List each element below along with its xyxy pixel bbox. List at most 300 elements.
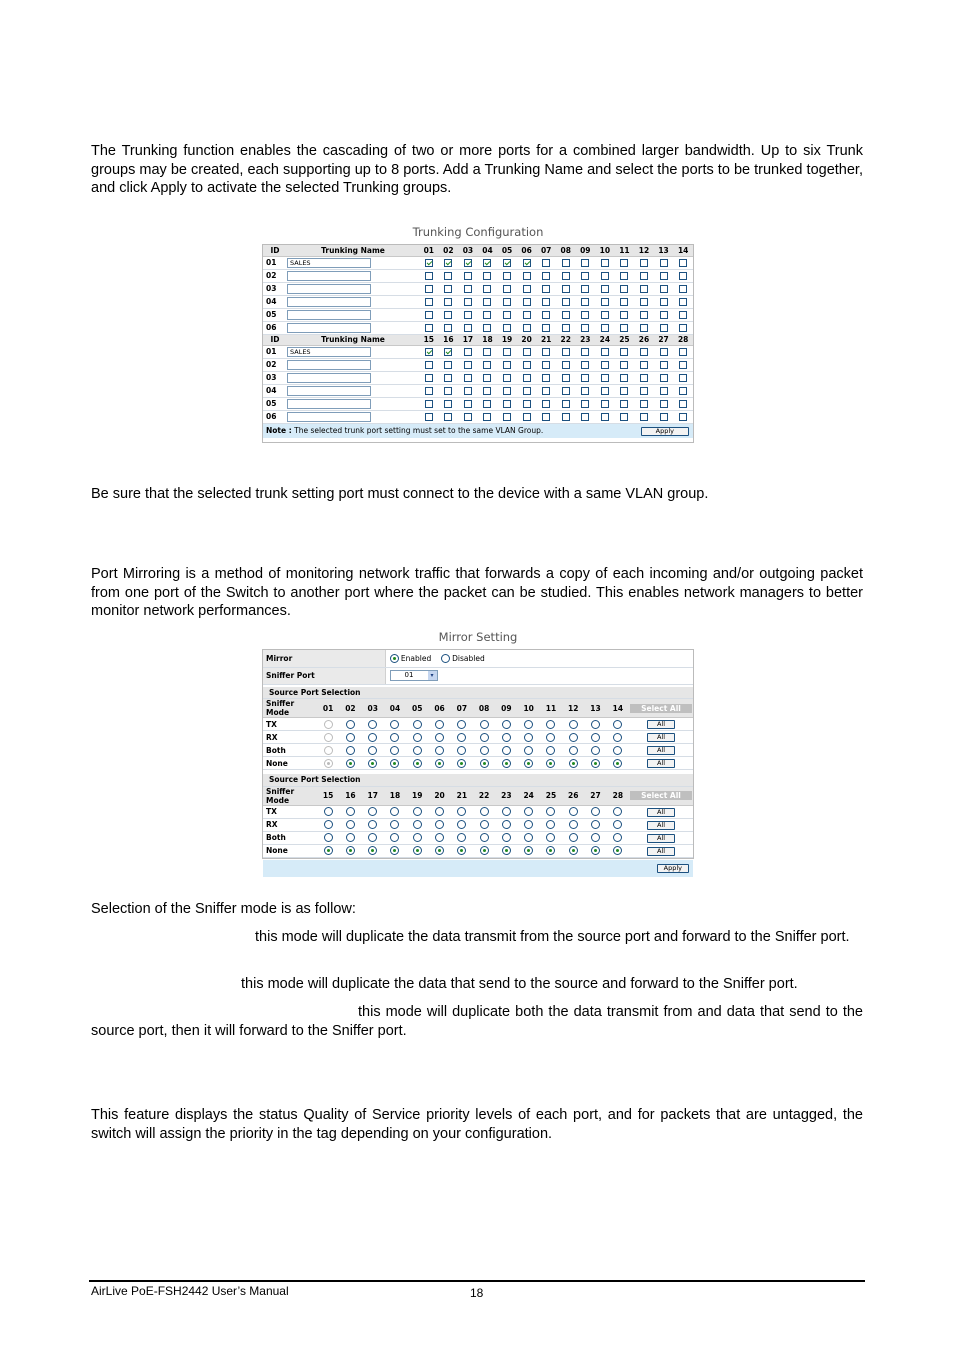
- sniffer-mode-radio[interactable]: [569, 733, 578, 742]
- port-checkbox[interactable]: [503, 361, 511, 369]
- port-checkbox[interactable]: [523, 324, 531, 332]
- port-checkbox[interactable]: [425, 374, 433, 382]
- port-checkbox[interactable]: [620, 374, 628, 382]
- port-checkbox[interactable]: [640, 298, 648, 306]
- port-checkbox[interactable]: [542, 272, 550, 280]
- port-checkbox[interactable]: [483, 387, 491, 395]
- sniffer-mode-radio[interactable]: [591, 733, 600, 742]
- trunk-name-input[interactable]: [287, 323, 371, 333]
- port-checkbox[interactable]: [483, 298, 491, 306]
- trunk-name-input[interactable]: [287, 310, 371, 320]
- port-checkbox[interactable]: [444, 311, 452, 319]
- port-checkbox[interactable]: [523, 387, 531, 395]
- port-checkbox[interactable]: [679, 311, 687, 319]
- port-checkbox[interactable]: [464, 298, 472, 306]
- sniffer-mode-radio[interactable]: [368, 733, 377, 742]
- port-checkbox[interactable]: [562, 298, 570, 306]
- port-checkbox[interactable]: [562, 374, 570, 382]
- sniffer-mode-radio[interactable]: [368, 759, 377, 768]
- sniffer-mode-radio[interactable]: [435, 720, 444, 729]
- port-checkbox[interactable]: [601, 285, 609, 293]
- port-checkbox[interactable]: [425, 259, 433, 267]
- sniffer-mode-radio[interactable]: [346, 746, 355, 755]
- sniffer-mode-radio[interactable]: [502, 733, 511, 742]
- sniffer-mode-radio[interactable]: [457, 759, 466, 768]
- sniffer-mode-radio[interactable]: [569, 820, 578, 829]
- port-checkbox[interactable]: [503, 374, 511, 382]
- sniffer-mode-radio[interactable]: [368, 720, 377, 729]
- sniffer-mode-radio[interactable]: [390, 746, 399, 755]
- port-checkbox[interactable]: [679, 400, 687, 408]
- port-checkbox[interactable]: [523, 285, 531, 293]
- port-checkbox[interactable]: [620, 298, 628, 306]
- port-checkbox[interactable]: [562, 259, 570, 267]
- select-all-button[interactable]: All: [647, 847, 675, 856]
- port-checkbox[interactable]: [581, 285, 589, 293]
- sniffer-mode-radio[interactable]: [435, 733, 444, 742]
- sniffer-mode-radio[interactable]: [324, 759, 333, 768]
- port-checkbox[interactable]: [523, 413, 531, 421]
- port-checkbox[interactable]: [523, 259, 531, 267]
- port-checkbox[interactable]: [601, 311, 609, 319]
- sniffer-mode-radio[interactable]: [457, 733, 466, 742]
- port-checkbox[interactable]: [620, 400, 628, 408]
- port-checkbox[interactable]: [444, 298, 452, 306]
- sniffer-mode-radio[interactable]: [346, 846, 355, 855]
- port-checkbox[interactable]: [425, 272, 433, 280]
- port-checkbox[interactable]: [581, 400, 589, 408]
- sniffer-mode-radio[interactable]: [613, 746, 622, 755]
- port-checkbox[interactable]: [581, 259, 589, 267]
- port-checkbox[interactable]: [483, 374, 491, 382]
- port-checkbox[interactable]: [444, 400, 452, 408]
- port-checkbox[interactable]: [620, 413, 628, 421]
- port-checkbox[interactable]: [483, 361, 491, 369]
- sniffer-mode-radio[interactable]: [324, 720, 333, 729]
- trunk-apply-button[interactable]: Apply: [641, 427, 689, 436]
- port-checkbox[interactable]: [660, 285, 668, 293]
- port-checkbox[interactable]: [464, 413, 472, 421]
- port-checkbox[interactable]: [581, 272, 589, 280]
- sniffer-mode-radio[interactable]: [591, 746, 600, 755]
- sniffer-mode-radio[interactable]: [502, 720, 511, 729]
- port-checkbox[interactable]: [464, 272, 472, 280]
- port-checkbox[interactable]: [425, 324, 433, 332]
- port-checkbox[interactable]: [640, 285, 648, 293]
- sniffer-mode-radio[interactable]: [480, 759, 489, 768]
- port-checkbox[interactable]: [660, 361, 668, 369]
- port-checkbox[interactable]: [562, 272, 570, 280]
- port-checkbox[interactable]: [523, 298, 531, 306]
- sniffer-mode-radio[interactable]: [413, 807, 422, 816]
- sniffer-mode-radio[interactable]: [502, 807, 511, 816]
- port-checkbox[interactable]: [640, 400, 648, 408]
- sniffer-mode-radio[interactable]: [569, 759, 578, 768]
- sniffer-mode-radio[interactable]: [368, 746, 377, 755]
- trunk-name-input[interactable]: SALES: [287, 347, 371, 357]
- port-checkbox[interactable]: [503, 272, 511, 280]
- port-checkbox[interactable]: [542, 324, 550, 332]
- port-checkbox[interactable]: [444, 272, 452, 280]
- port-checkbox[interactable]: [542, 374, 550, 382]
- port-checkbox[interactable]: [542, 298, 550, 306]
- select-all-button[interactable]: All: [647, 746, 675, 755]
- sniffer-mode-radio[interactable]: [457, 807, 466, 816]
- select-all-button[interactable]: All: [647, 808, 675, 817]
- port-checkbox[interactable]: [620, 285, 628, 293]
- port-checkbox[interactable]: [581, 387, 589, 395]
- sniffer-mode-radio[interactable]: [368, 846, 377, 855]
- sniffer-mode-radio[interactable]: [546, 846, 555, 855]
- mirror-apply-button[interactable]: Apply: [657, 864, 689, 873]
- port-checkbox[interactable]: [444, 324, 452, 332]
- port-checkbox[interactable]: [581, 311, 589, 319]
- sniffer-mode-radio[interactable]: [524, 720, 533, 729]
- sniffer-mode-radio[interactable]: [435, 759, 444, 768]
- port-checkbox[interactable]: [444, 348, 452, 356]
- sniffer-mode-radio[interactable]: [390, 846, 399, 855]
- port-checkbox[interactable]: [640, 259, 648, 267]
- port-checkbox[interactable]: [679, 361, 687, 369]
- port-checkbox[interactable]: [464, 374, 472, 382]
- port-checkbox[interactable]: [503, 387, 511, 395]
- port-checkbox[interactable]: [640, 324, 648, 332]
- sniffer-mode-radio[interactable]: [546, 746, 555, 755]
- select-all-button[interactable]: All: [647, 759, 675, 768]
- sniffer-mode-radio[interactable]: [613, 846, 622, 855]
- port-checkbox[interactable]: [601, 348, 609, 356]
- port-checkbox[interactable]: [640, 348, 648, 356]
- sniffer-mode-radio[interactable]: [613, 820, 622, 829]
- port-checkbox[interactable]: [444, 285, 452, 293]
- port-checkbox[interactable]: [620, 311, 628, 319]
- trunk-name-input[interactable]: [287, 360, 371, 370]
- port-checkbox[interactable]: [660, 324, 668, 332]
- port-checkbox[interactable]: [542, 259, 550, 267]
- trunk-name-input[interactable]: [287, 284, 371, 294]
- port-checkbox[interactable]: [503, 413, 511, 421]
- port-checkbox[interactable]: [581, 413, 589, 421]
- sniffer-mode-radio[interactable]: [524, 759, 533, 768]
- port-checkbox[interactable]: [523, 348, 531, 356]
- port-checkbox[interactable]: [444, 361, 452, 369]
- port-checkbox[interactable]: [601, 374, 609, 382]
- sniffer-mode-radio[interactable]: [368, 807, 377, 816]
- sniffer-mode-radio[interactable]: [502, 820, 511, 829]
- port-checkbox[interactable]: [620, 272, 628, 280]
- sniffer-mode-radio[interactable]: [390, 807, 399, 816]
- select-all-button[interactable]: All: [647, 821, 675, 830]
- sniffer-mode-radio[interactable]: [435, 746, 444, 755]
- port-checkbox[interactable]: [679, 348, 687, 356]
- port-checkbox[interactable]: [542, 311, 550, 319]
- port-checkbox[interactable]: [464, 387, 472, 395]
- port-checkbox[interactable]: [562, 348, 570, 356]
- sniffer-mode-radio[interactable]: [569, 746, 578, 755]
- port-checkbox[interactable]: [562, 361, 570, 369]
- port-checkbox[interactable]: [581, 298, 589, 306]
- port-checkbox[interactable]: [503, 259, 511, 267]
- sniffer-mode-radio[interactable]: [524, 820, 533, 829]
- port-checkbox[interactable]: [483, 272, 491, 280]
- port-checkbox[interactable]: [660, 272, 668, 280]
- port-checkbox[interactable]: [444, 413, 452, 421]
- sniffer-mode-radio[interactable]: [546, 833, 555, 842]
- sniffer-mode-radio[interactable]: [480, 820, 489, 829]
- sniffer-mode-radio[interactable]: [346, 833, 355, 842]
- port-checkbox[interactable]: [523, 374, 531, 382]
- sniffer-mode-radio[interactable]: [457, 846, 466, 855]
- port-checkbox[interactable]: [679, 272, 687, 280]
- sniffer-mode-radio[interactable]: [413, 746, 422, 755]
- sniffer-mode-radio[interactable]: [524, 846, 533, 855]
- port-checkbox[interactable]: [620, 387, 628, 395]
- sniffer-mode-radio[interactable]: [613, 733, 622, 742]
- port-checkbox[interactable]: [562, 387, 570, 395]
- port-checkbox[interactable]: [660, 400, 668, 408]
- sniffer-mode-radio[interactable]: [390, 820, 399, 829]
- sniffer-mode-radio[interactable]: [480, 733, 489, 742]
- port-checkbox[interactable]: [464, 324, 472, 332]
- port-checkbox[interactable]: [601, 413, 609, 421]
- port-checkbox[interactable]: [679, 285, 687, 293]
- port-checkbox[interactable]: [464, 361, 472, 369]
- port-checkbox[interactable]: [523, 361, 531, 369]
- port-checkbox[interactable]: [523, 311, 531, 319]
- sniffer-mode-radio[interactable]: [390, 833, 399, 842]
- sniffer-mode-radio[interactable]: [435, 846, 444, 855]
- port-checkbox[interactable]: [640, 361, 648, 369]
- port-checkbox[interactable]: [581, 374, 589, 382]
- sniffer-mode-radio[interactable]: [457, 833, 466, 842]
- port-checkbox[interactable]: [483, 285, 491, 293]
- port-checkbox[interactable]: [483, 259, 491, 267]
- trunk-name-input[interactable]: SALES: [287, 258, 371, 268]
- port-checkbox[interactable]: [679, 324, 687, 332]
- sniffer-mode-radio[interactable]: [524, 833, 533, 842]
- sniffer-mode-radio[interactable]: [569, 720, 578, 729]
- sniffer-mode-radio[interactable]: [346, 720, 355, 729]
- port-checkbox[interactable]: [503, 298, 511, 306]
- port-checkbox[interactable]: [444, 374, 452, 382]
- sniffer-mode-radio[interactable]: [524, 746, 533, 755]
- port-checkbox[interactable]: [425, 311, 433, 319]
- sniffer-mode-radio[interactable]: [480, 720, 489, 729]
- sniffer-mode-radio[interactable]: [569, 846, 578, 855]
- sniffer-mode-radio[interactable]: [390, 733, 399, 742]
- sniffer-mode-radio[interactable]: [324, 833, 333, 842]
- sniffer-mode-radio[interactable]: [435, 807, 444, 816]
- sniffer-mode-radio[interactable]: [346, 759, 355, 768]
- sniffer-mode-radio[interactable]: [457, 746, 466, 755]
- port-checkbox[interactable]: [464, 400, 472, 408]
- port-checkbox[interactable]: [425, 348, 433, 356]
- sniffer-mode-radio[interactable]: [546, 720, 555, 729]
- sniffer-mode-radio[interactable]: [368, 833, 377, 842]
- port-checkbox[interactable]: [581, 361, 589, 369]
- port-checkbox[interactable]: [542, 285, 550, 293]
- sniffer-mode-radio[interactable]: [368, 820, 377, 829]
- mirror-disabled-radio[interactable]: [441, 654, 450, 663]
- chevron-down-icon[interactable]: ▾: [428, 671, 437, 680]
- sniffer-mode-radio[interactable]: [390, 759, 399, 768]
- sniffer-mode-radio[interactable]: [591, 846, 600, 855]
- port-checkbox[interactable]: [425, 298, 433, 306]
- sniffer-mode-radio[interactable]: [546, 759, 555, 768]
- port-checkbox[interactable]: [523, 272, 531, 280]
- sniffer-mode-radio[interactable]: [591, 807, 600, 816]
- port-checkbox[interactable]: [601, 400, 609, 408]
- port-checkbox[interactable]: [660, 259, 668, 267]
- sniffer-mode-radio[interactable]: [591, 820, 600, 829]
- port-checkbox[interactable]: [444, 387, 452, 395]
- sniffer-mode-radio[interactable]: [591, 720, 600, 729]
- port-checkbox[interactable]: [503, 285, 511, 293]
- port-checkbox[interactable]: [601, 387, 609, 395]
- sniffer-mode-radio[interactable]: [457, 720, 466, 729]
- port-checkbox[interactable]: [601, 272, 609, 280]
- port-checkbox[interactable]: [523, 400, 531, 408]
- sniffer-mode-radio[interactable]: [613, 807, 622, 816]
- sniffer-mode-radio[interactable]: [591, 759, 600, 768]
- port-checkbox[interactable]: [444, 259, 452, 267]
- port-checkbox[interactable]: [542, 348, 550, 356]
- port-checkbox[interactable]: [620, 361, 628, 369]
- sniffer-mode-radio[interactable]: [502, 833, 511, 842]
- sniffer-mode-radio[interactable]: [569, 807, 578, 816]
- port-checkbox[interactable]: [640, 387, 648, 395]
- port-checkbox[interactable]: [425, 361, 433, 369]
- sniffer-mode-radio[interactable]: [413, 733, 422, 742]
- port-checkbox[interactable]: [660, 374, 668, 382]
- port-checkbox[interactable]: [503, 311, 511, 319]
- port-checkbox[interactable]: [660, 348, 668, 356]
- sniffer-mode-radio[interactable]: [390, 720, 399, 729]
- trunk-name-input[interactable]: [287, 373, 371, 383]
- port-checkbox[interactable]: [483, 324, 491, 332]
- sniffer-mode-radio[interactable]: [413, 846, 422, 855]
- sniffer-mode-radio[interactable]: [346, 820, 355, 829]
- sniffer-mode-radio[interactable]: [413, 759, 422, 768]
- trunk-name-input[interactable]: [287, 271, 371, 281]
- port-checkbox[interactable]: [425, 400, 433, 408]
- port-checkbox[interactable]: [562, 285, 570, 293]
- port-checkbox[interactable]: [640, 311, 648, 319]
- sniffer-mode-radio[interactable]: [480, 846, 489, 855]
- port-checkbox[interactable]: [425, 285, 433, 293]
- sniffer-mode-radio[interactable]: [546, 733, 555, 742]
- port-checkbox[interactable]: [562, 413, 570, 421]
- sniffer-mode-radio[interactable]: [324, 746, 333, 755]
- port-checkbox[interactable]: [581, 324, 589, 332]
- port-checkbox[interactable]: [679, 387, 687, 395]
- port-checkbox[interactable]: [464, 259, 472, 267]
- sniffer-mode-radio[interactable]: [346, 807, 355, 816]
- sniffer-mode-radio[interactable]: [546, 820, 555, 829]
- port-checkbox[interactable]: [581, 348, 589, 356]
- trunk-name-input[interactable]: [287, 412, 371, 422]
- sniffer-mode-radio[interactable]: [569, 833, 578, 842]
- port-checkbox[interactable]: [601, 361, 609, 369]
- port-checkbox[interactable]: [483, 311, 491, 319]
- mirror-enabled-radio[interactable]: [390, 654, 399, 663]
- port-checkbox[interactable]: [679, 259, 687, 267]
- port-checkbox[interactable]: [542, 400, 550, 408]
- port-checkbox[interactable]: [562, 311, 570, 319]
- sniffer-mode-radio[interactable]: [413, 833, 422, 842]
- port-checkbox[interactable]: [464, 311, 472, 319]
- sniffer-mode-radio[interactable]: [613, 720, 622, 729]
- trunk-name-input[interactable]: [287, 386, 371, 396]
- port-checkbox[interactable]: [601, 298, 609, 306]
- port-checkbox[interactable]: [620, 324, 628, 332]
- port-checkbox[interactable]: [679, 374, 687, 382]
- select-all-button[interactable]: All: [647, 834, 675, 843]
- port-checkbox[interactable]: [542, 413, 550, 421]
- sniffer-mode-radio[interactable]: [502, 759, 511, 768]
- select-all-button[interactable]: All: [647, 733, 675, 742]
- port-checkbox[interactable]: [503, 348, 511, 356]
- port-checkbox[interactable]: [483, 400, 491, 408]
- port-checkbox[interactable]: [562, 324, 570, 332]
- sniffer-mode-radio[interactable]: [546, 807, 555, 816]
- sniffer-mode-radio[interactable]: [524, 733, 533, 742]
- port-checkbox[interactable]: [483, 348, 491, 356]
- sniffer-mode-radio[interactable]: [591, 833, 600, 842]
- port-checkbox[interactable]: [542, 361, 550, 369]
- port-checkbox[interactable]: [562, 400, 570, 408]
- port-checkbox[interactable]: [601, 259, 609, 267]
- select-all-button[interactable]: All: [647, 720, 675, 729]
- sniffer-mode-radio[interactable]: [613, 759, 622, 768]
- sniffer-mode-radio[interactable]: [435, 833, 444, 842]
- port-checkbox[interactable]: [503, 400, 511, 408]
- port-checkbox[interactable]: [464, 285, 472, 293]
- sniffer-mode-radio[interactable]: [324, 846, 333, 855]
- sniffer-mode-radio[interactable]: [324, 733, 333, 742]
- sniffer-mode-radio[interactable]: [502, 746, 511, 755]
- sniffer-mode-radio[interactable]: [524, 807, 533, 816]
- port-checkbox[interactable]: [483, 413, 491, 421]
- port-checkbox[interactable]: [640, 272, 648, 280]
- port-checkbox[interactable]: [601, 324, 609, 332]
- port-checkbox[interactable]: [679, 298, 687, 306]
- port-checkbox[interactable]: [425, 413, 433, 421]
- port-checkbox[interactable]: [660, 413, 668, 421]
- sniffer-mode-radio[interactable]: [435, 820, 444, 829]
- sniffer-mode-radio[interactable]: [480, 833, 489, 842]
- sniffer-mode-radio[interactable]: [324, 820, 333, 829]
- port-checkbox[interactable]: [620, 348, 628, 356]
- port-checkbox[interactable]: [464, 348, 472, 356]
- sniffer-mode-radio[interactable]: [480, 746, 489, 755]
- sniffer-mode-radio[interactable]: [502, 846, 511, 855]
- sniffer-mode-radio[interactable]: [613, 833, 622, 842]
- trunk-name-input[interactable]: [287, 399, 371, 409]
- port-checkbox[interactable]: [640, 413, 648, 421]
- sniffer-mode-radio[interactable]: [346, 733, 355, 742]
- port-checkbox[interactable]: [660, 387, 668, 395]
- port-checkbox[interactable]: [503, 324, 511, 332]
- sniffer-mode-radio[interactable]: [324, 807, 333, 816]
- port-checkbox[interactable]: [660, 298, 668, 306]
- port-checkbox[interactable]: [620, 259, 628, 267]
- port-checkbox[interactable]: [542, 387, 550, 395]
- trunk-name-input[interactable]: [287, 297, 371, 307]
- sniffer-mode-radio[interactable]: [413, 720, 422, 729]
- sniffer-port-select[interactable]: [390, 670, 438, 681]
- sniffer-mode-radio[interactable]: [480, 807, 489, 816]
